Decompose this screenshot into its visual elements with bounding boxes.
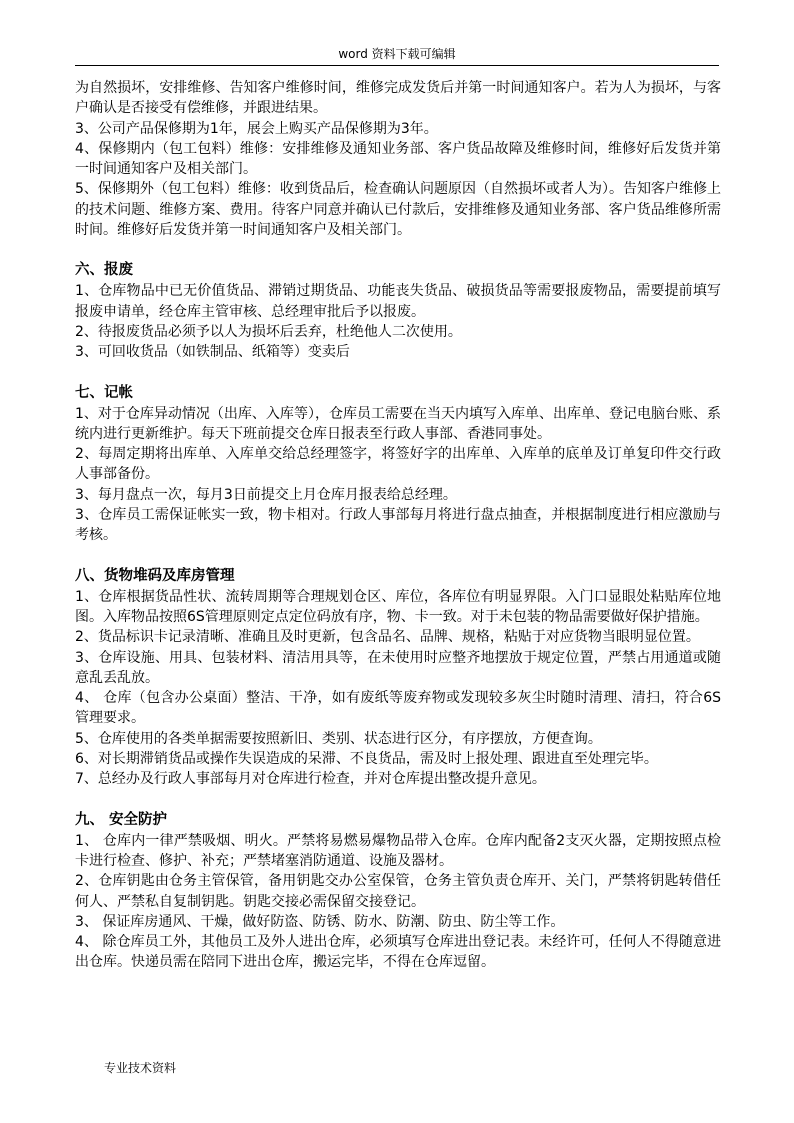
paragraph: 3、公司产品保修期为1年，展会上购买产品保修期为3年。 [75,120,438,137]
paragraph: 4、保修期内（包工包料）维修：安排维修及通知业务部、客户货品故障及维修时间，维修好后发货并第一时间通知客户及相关部门。 [75,140,721,178]
paragraph: 1、对于仓库异动情况（出库、入库等），仓库员工需要在当天内填写入库单、出库单、登记电脑台账、系统内进行更新维护。每天下班前提交仓库日报表至行政人事部、香港同事处。 [75,405,721,442]
header-divider [75,65,719,66]
paragraph: 7、总经办及行政人事部每月对仓库进行检查，并对仓库提出整改提升意见。 [75,771,546,788]
paragraph: 3、每月盘点一次，每月3日前提交上月仓库月报表给总经理。 [75,486,457,503]
paragraph: 1、仓库根据货品性状、流转周期等合理规划仓区、库位，各库位有明显界限。入门口显眼处粘贴库位地图。入库物品按照6S管理原则定点定位码放有序，物、卡一致。对于未包装的物品需要做好保护措施。 [75,588,721,625]
page-header: word 资料下载可编辑 [338,47,456,61]
paragraph: 3、 保证库房通风、干燥，做好防盗、防锈、防水、防潮、防虫、防尘等工作。 [75,913,565,930]
paragraph: 4、 仓库（包含办公桌面）整洁、干净，如有废纸等废弃物或发现较多灰尘时随时清理、清扫，符合6S管理要求。 [75,690,721,727]
section-title: 九、 安全防护 [75,811,168,828]
paragraph: 6、对长期滞销货品或操作失误造成的呆滞、不良货品，需及时上报处理、跟进直至处理完毕。 [75,751,658,768]
paragraph: 2、每周定期将出库单、入库单交给总经理签字，将签好字的出库单、入库单的底单及订单复印件交行政人事部备份。 [75,446,721,483]
paragraph: 3、可回收货品（如铁制品、纸箱等）变卖后 [75,344,350,361]
section-bookkeeping [75,383,721,546]
intro-block [75,78,721,240]
section-stacking-warehouse [75,566,721,790]
paragraph: 2、货品标识卡记录清晰、准确且及时更新，包含品名、品牌、规格，粘贴于对应货物当眼明显位置。 [75,629,700,646]
page-footer: 专业技术资料 [104,1061,177,1075]
paragraph: 3、仓库员工需保证帐实一致，物卡相对。行政人事部每月将进行盘点抽查，并根据制度进行相应激励与考核。 [75,507,721,544]
document-body [75,78,721,973]
paragraph: 2、待报废货品必须予以人为损坏后丢弃，杜绝他人二次使用。 [75,323,462,340]
paragraph: 4、 除仓库员工外，其他员工及外人进出仓库，必须填写仓库进出登记表。未经许可，任何人不得随意进出仓库。快递员需在陪同下进出仓库，搬运完毕，不得在仓库逗留。 [75,934,721,971]
paragraph: 2、仓库钥匙由仓务主管保管，备用钥匙交办公室保管，仓务主管负责仓库开、关门，严禁将钥匙转借任何人、严禁私自复制钥匙。钥匙交接必需保留交接登记。 [75,873,721,910]
paragraph: 1、仓库物品中已无价值货品、滞销过期货品、功能丧失货品、破损货品等需要报废物品，需要提前填写报废申请单，经仓库主管审核、总经理审批后予以报废。 [75,283,721,320]
section-title: 六、报废 [75,262,133,279]
section-safety [75,810,721,973]
paragraph: 1、 仓库内一律严禁吸烟、明火。严禁将易燃易爆物品带入仓库。仓库内配备2支灭火器，定期按照点检卡进行检查、修护、补充；严禁堵塞消防通道、设施及器材。 [75,832,721,869]
paragraph: 5、仓库使用的各类单据需要按照新旧、类别、状态进行区分，有序摆放，方便查询。 [75,730,602,747]
section-title: 八、货物堆码及库房管理 [75,567,235,584]
paragraph: 3、仓库设施、用具、包装材料、清洁用具等，在未使用时应整齐地摆放于规定位置，严禁占用通道或随意乱丢乱放。 [75,649,721,686]
paragraph: 5、保修期外（包工包料）维修：收到货品后，检查确认问题原因（自然损坏或者人为）。告知客户维修上的技术问题、维修方案、费用。待客户同意并确认已付款后，安排维修及通知业务部、客户货品维修所需时间。维修好后发货并第一时间通知客户及相关部门。 [75,181,721,239]
paragraph: 为自然损坏，安排维修、告知客户维修时间，维修完成发货后并第一时间通知客户。若为人为损坏，与客户确认是否接受有偿维修，并跟进结果。 [75,80,721,117]
section-scrap [75,260,721,362]
section-title: 七、记帐 [75,384,133,401]
